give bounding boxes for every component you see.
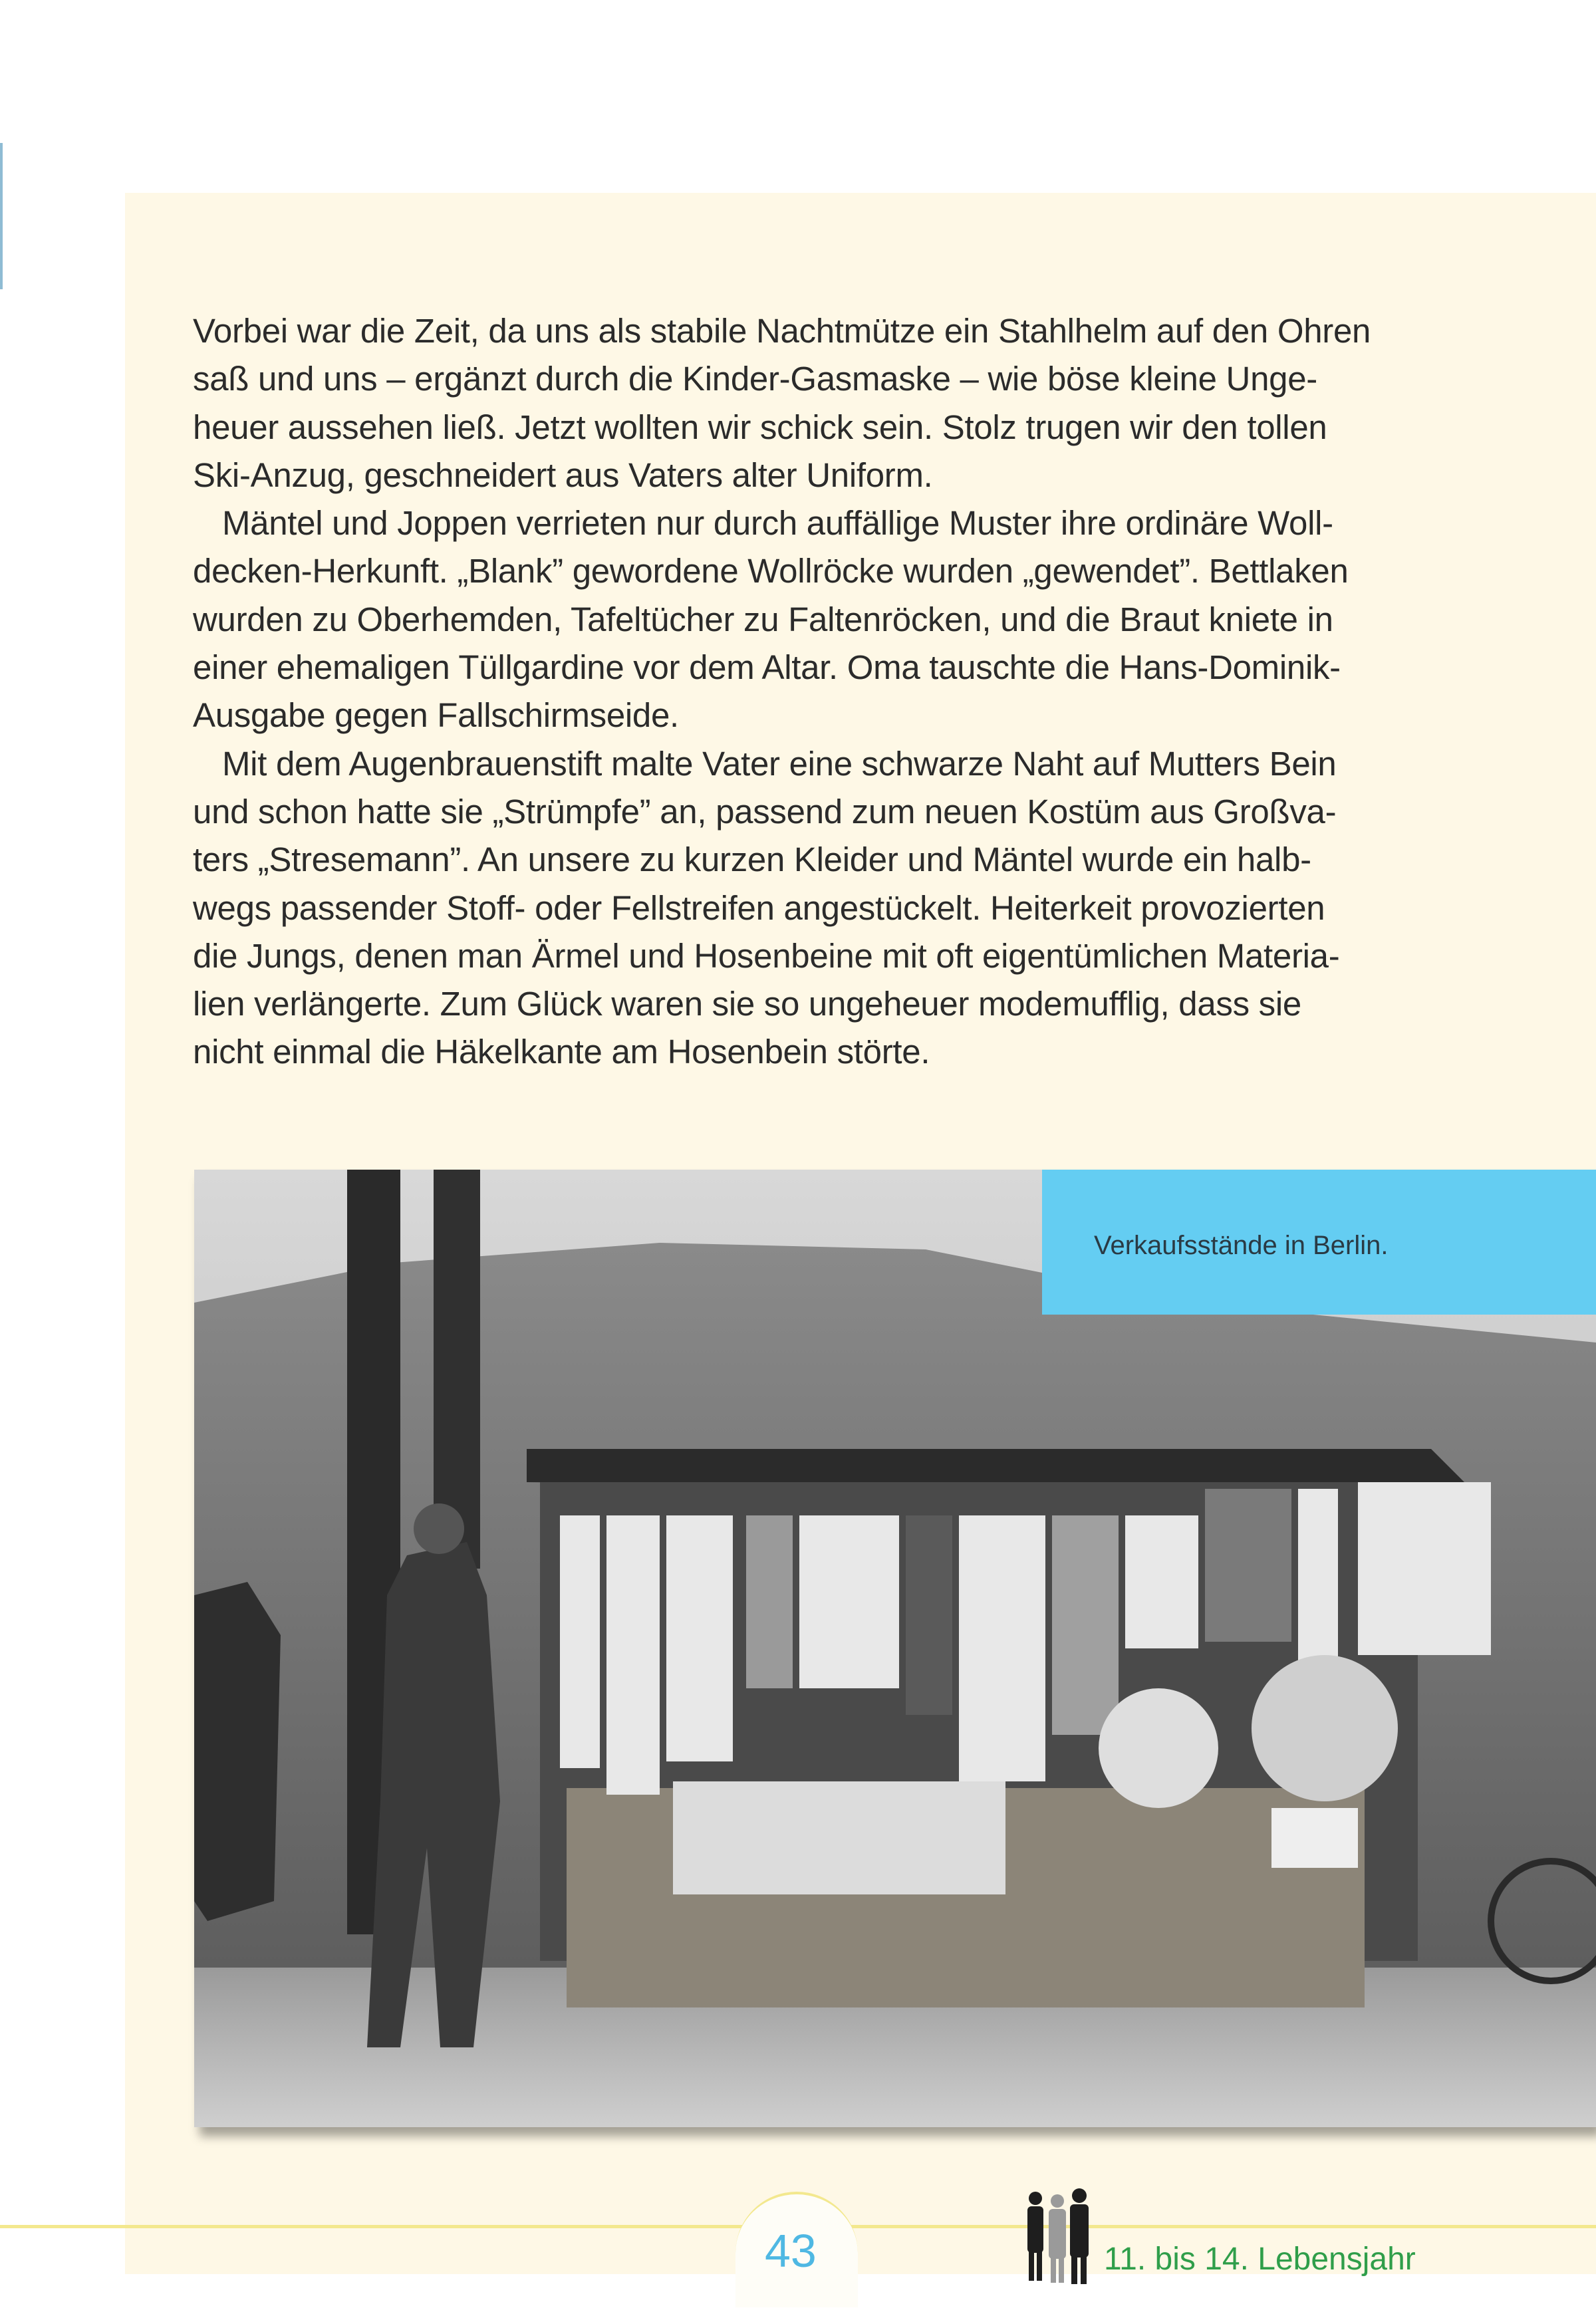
text-line: decken-Herkunft. „Blank” gewordene Wollröcke wurden „gewendet”. Bettlaken [193,552,1349,590]
edge-marker [0,143,3,289]
paragraph-2 [193,499,1596,739]
children-figures-icon [1021,2188,1095,2287]
text-line: wurden zu Oberhemden, Tafeltücher zu Faltenröcken, und die Braut kniete in [193,600,1333,638]
chapter-label: 11. bis 14. Lebensjahr [1104,2242,1416,2277]
text-line: Vorbei war die Zeit, da uns als stabile Nachtmütze ein Stahlhelm auf den Ohren [193,312,1371,350]
text-line: einer ehemaligen Tüllgardine vor dem Altar. Oma tauschte die Hans-Dominik- [193,648,1341,687]
photo-caption-box [1042,1170,1596,1315]
text-line: saß und uns – ergänzt durch die Kinder-Gasmaske – wie böse kleine Unge- [193,360,1317,398]
text-line: nicht einmal die Häkelkante am Hosenbein störte. [193,1033,930,1071]
text-line: die Jungs, denen man Ärmel und Hosenbeine mit oft eigentümlichen Materia- [193,936,1340,975]
text-line: Mäntel und Joppen verrieten nur durch auffällige Muster ihre ordinäre Woll- [222,504,1333,543]
page-number: 43 [765,2225,817,2277]
text-line: ters „Stresemann”. An unsere zu kurzen Kleider und Mäntel wurde ein halb- [193,840,1311,879]
text-line: und schon hatte sie „Strümpfe” an, passend zum neuen Kostüm aus Großva- [193,792,1337,831]
paragraph-1 [193,307,1596,499]
paragraph-3 [193,740,1596,1077]
text-line: heuer aussehen ließ. Jetzt wollten wir schick sein. Stolz trugen wir den tollen [193,408,1327,446]
body-text [193,307,1596,1077]
text-line: Ausgabe gegen Fallschirmseide. [193,696,679,735]
text-line: Ski-Anzug, geschneidert aus Vaters alter Uniform. [193,455,933,494]
text-line: lien verlängerte. Zum Glück waren sie so ungeheuer modemufflig, dass sie [193,985,1301,1023]
text-line: wegs passender Stoff- oder Fellstreifen angestückelt. Heiterkeit provozierten [193,888,1325,927]
photo-caption: Verkaufsstände in Berlin. [1094,1231,1389,1260]
text-line: Mit dem Augenbrauenstift malte Vater eine schwarze Naht auf Mutters Bein [222,744,1337,783]
